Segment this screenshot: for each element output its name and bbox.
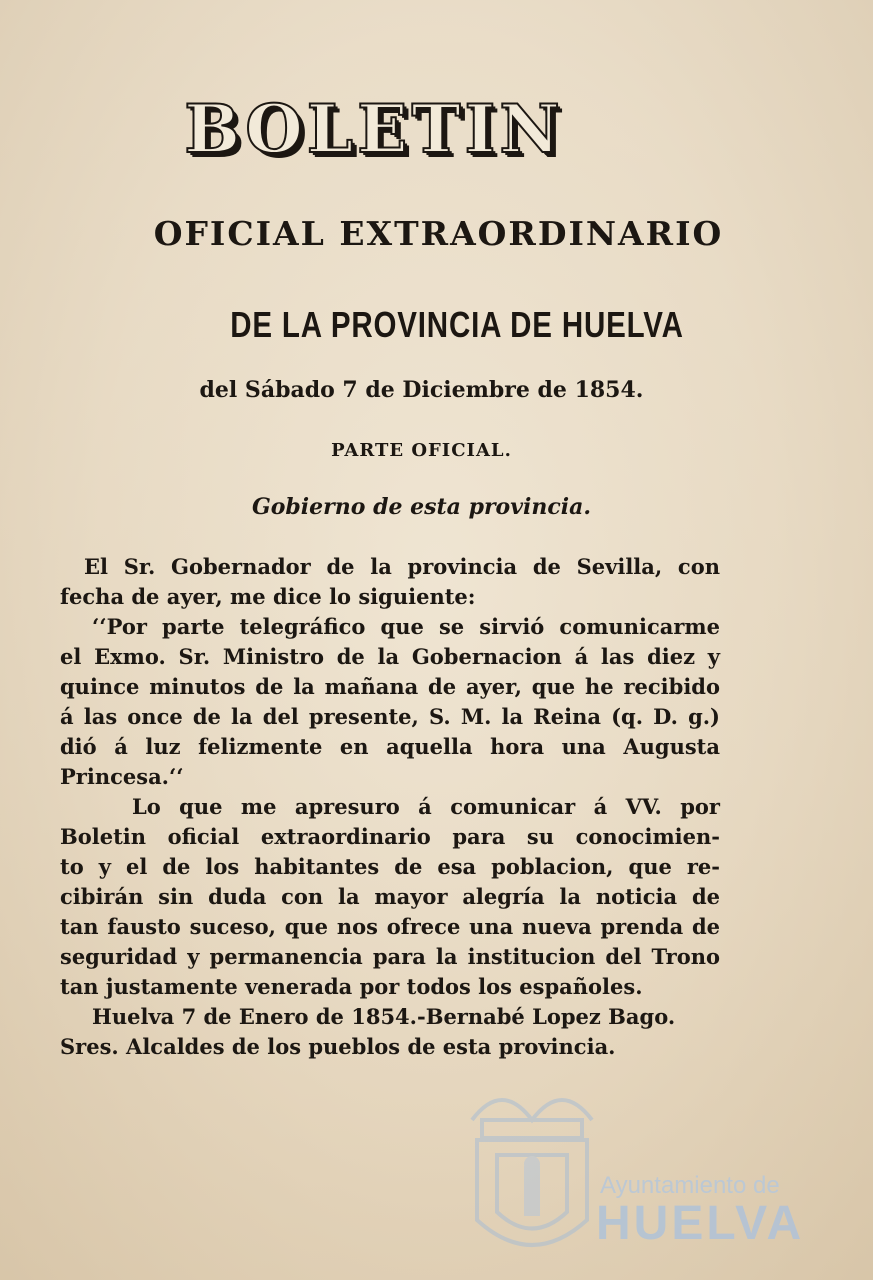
body-line: tan fausto suceso, que nos ofrece una nueva prenda de bbox=[60, 914, 720, 939]
announcement-body bbox=[60, 552, 720, 1062]
section-heading: PARTE OFICIAL. bbox=[331, 440, 512, 461]
body-line: Princesa.‘‘ bbox=[60, 764, 184, 789]
body-line: cibirán sin duda con la mayor alegría la noticia de bbox=[60, 884, 720, 909]
body-line: Lo que me apresuro á comunicar á VV. por bbox=[132, 794, 720, 819]
body-line: ‘‘Por parte telegráfico que se sirvió comunicarme bbox=[92, 614, 720, 639]
bulletin-subtitle-province: DE LA PROVINCIA DE HUELVA bbox=[230, 304, 684, 345]
body-line: dió á luz felizmente en aquella hora una Augusta bbox=[60, 734, 720, 759]
issue-date: del Sábado 7 de Diciembre de 1854. bbox=[199, 377, 644, 403]
watermark-line-2: HUELVA bbox=[596, 1197, 805, 1250]
department-heading: Gobierno de esta provincia. bbox=[251, 494, 592, 520]
body-line: el Exmo. Sr. Ministro de la Gobernacion á las diez y bbox=[60, 644, 720, 669]
body-line: to y el de los habitantes de esa poblacion, que re- bbox=[60, 854, 720, 879]
body-line: á las once de la del presente, S. M. la Reina (q. D. g.) bbox=[60, 704, 720, 729]
bulletin-title: BOLETIN bbox=[184, 90, 564, 168]
body-line: El Sr. Gobernador de la provincia de Sevilla, con bbox=[84, 554, 720, 579]
body-line: Boletin oficial extraordinario para su conocimien- bbox=[60, 824, 720, 849]
body-line: quince minutos de la mañana de ayer, que he recibido bbox=[60, 674, 720, 699]
bulletin-subtitle-official: OFICIAL EXTRAORDINARIO bbox=[153, 214, 724, 253]
watermark-line-1: Ayuntamiento de bbox=[600, 1172, 780, 1199]
body-line: tan justamente venerada por todos los españoles. bbox=[60, 974, 643, 999]
body-line: fecha de ayer, me dice lo siguiente: bbox=[60, 584, 476, 609]
signature-line: Huelva 7 de Enero de 1854.-Bernabé Lopez Bago. bbox=[92, 1004, 676, 1029]
addressee-line: Sres. Alcaldes de los pueblos de esta provincia. bbox=[60, 1034, 616, 1059]
body-line: seguridad y permanencia para la institucion del Trono bbox=[60, 944, 720, 969]
